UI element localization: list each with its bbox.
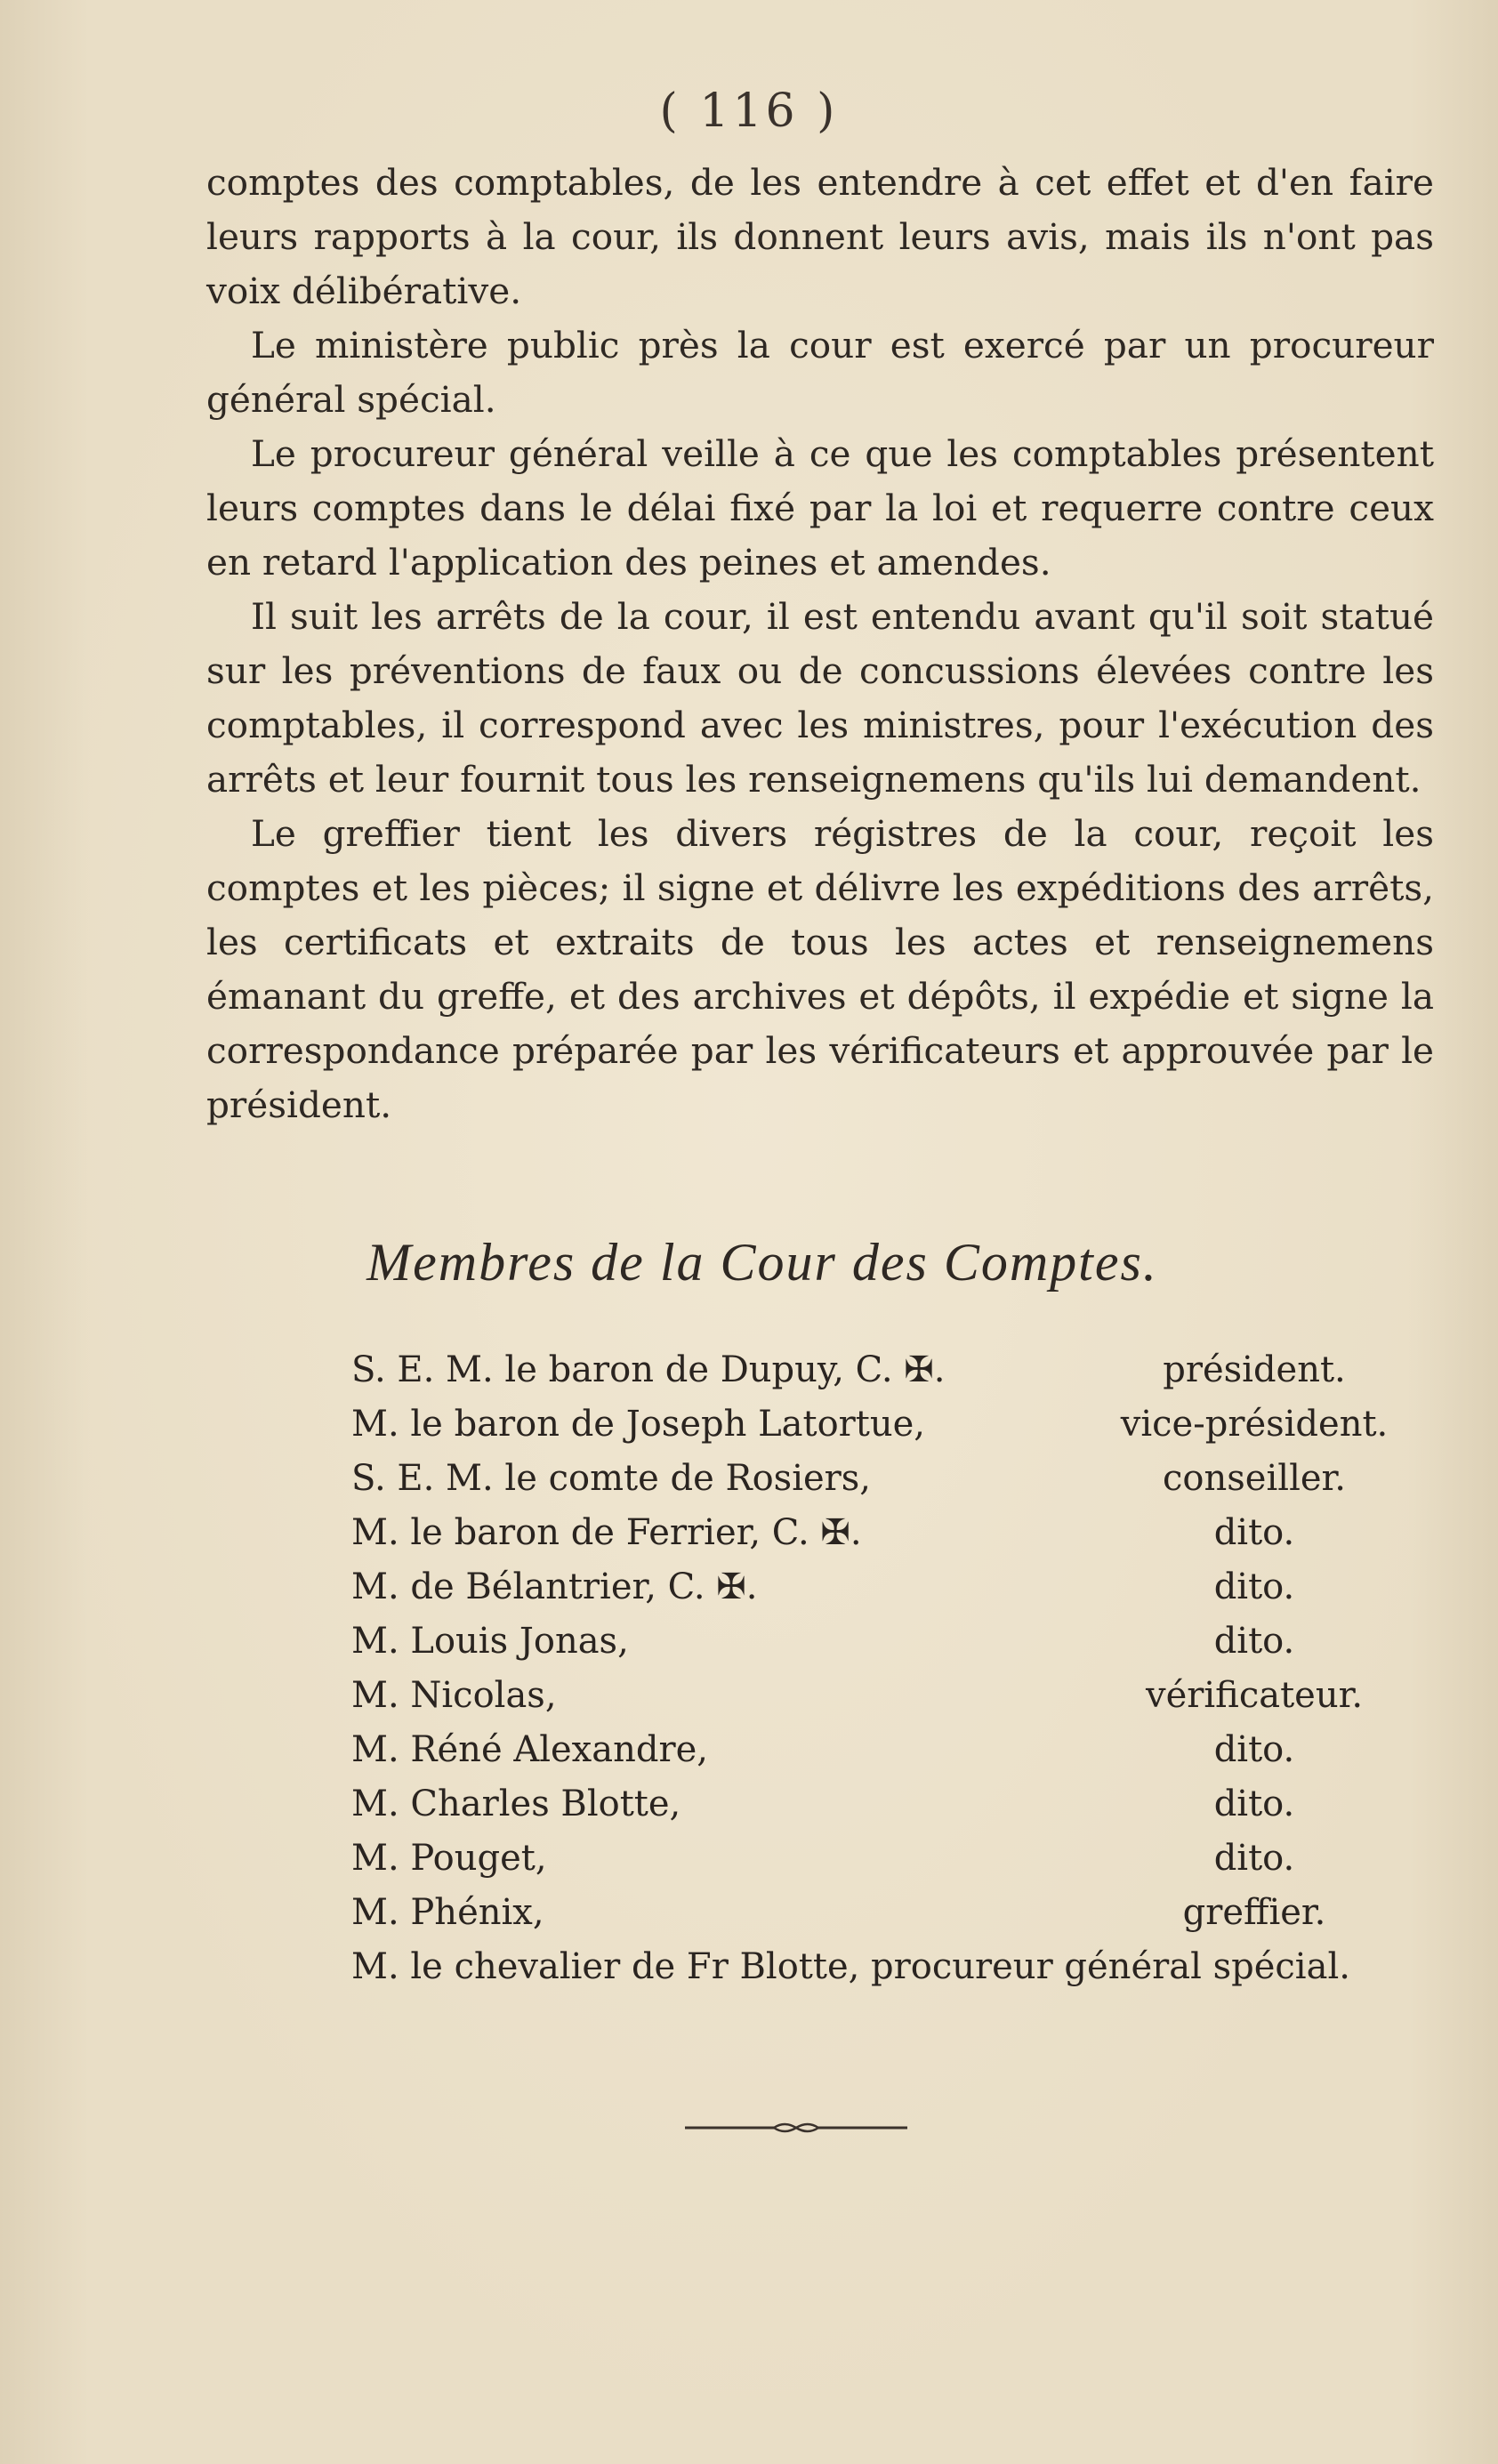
member-name: S. E. M. le comte de Rosiers,	[351, 1458, 872, 1499]
member-role: président.	[1163, 1349, 1346, 1390]
paragraph-1: comptes des comptables, de les entendre à cet effet et d'en faire leurs rapports à la cour, ils donnent leurs avis, mais ils n'ont pas voix délibérative.	[206, 161, 1434, 312]
member-name: M. Charles Blotte,	[351, 1784, 681, 1824]
member-row	[351, 1777, 1446, 1832]
member-role: conseiller.	[1163, 1458, 1346, 1499]
member-role: dito.	[1213, 1566, 1295, 1607]
member-role: dito.	[1213, 1512, 1295, 1553]
member-role: dito.	[1213, 1621, 1295, 1662]
member-row	[351, 1452, 1446, 1506]
member-name: M. le baron de Joseph Latortue,	[351, 1404, 925, 1445]
members-list	[351, 1343, 1446, 1994]
member-row	[351, 1506, 1446, 1560]
member-row	[351, 1560, 1446, 1614]
paragraph-5: Le greffier tient les divers régistres de la cour, reçoit les comptes et les pièces; il signe et délivre les expéditions des arrêts, les certificats et extraits de tous les actes et renseignemens émanant du greffe, et des archives et dépôts, il expédie et signe la correspondance préparée par les vérificateurs et approuvée par le président.	[206, 812, 1434, 1126]
member-name: M. le chevalier de Fr Blotte, procureur général spécial.	[351, 1946, 1350, 1987]
member-row-last	[351, 1940, 1446, 1994]
member-name: M. Nicolas,	[351, 1675, 557, 1716]
member-row	[351, 1832, 1446, 1886]
member-row	[351, 1669, 1446, 1723]
paragraph-4: Il suit les arrêts de la cour, il est entendu avant qu'il soit statué sur les préventions de faux ou de concussions élevées contre les comptables, il correspond avec les ministres, pour l'exécution des arrêts et leur fournit tous les renseignemens qu'ils lui demandent.	[206, 595, 1434, 801]
paragraph-2: Le ministère public près la cour est exercé par un procureur général spécial.	[206, 324, 1434, 421]
member-name: M. de Bélantrier, C. ✠.	[351, 1566, 758, 1607]
page-number: ( 116 )	[659, 85, 839, 138]
member-name: S. E. M. le baron de Dupuy, C. ✠.	[351, 1349, 946, 1390]
member-role: greffier.	[1182, 1892, 1326, 1933]
member-row	[351, 1397, 1446, 1452]
section-title: Membres de la Cour des Comptes.	[366, 1233, 1158, 1292]
member-role: dito.	[1213, 1784, 1295, 1824]
member-role: dito.	[1213, 1838, 1295, 1879]
member-name: M. Phénix,	[351, 1892, 544, 1933]
member-name: M. Réné Alexandre,	[351, 1729, 708, 1770]
member-role: vice-président.	[1120, 1404, 1389, 1445]
member-row	[351, 1343, 1446, 1397]
paragraph-3: Le procureur général veille à ce que les comptables présentent leurs comptes dans le délai fixé par la loi et requerre contre ceux en retard l'application des peines et amendes.	[206, 432, 1434, 584]
ornament-divider-icon	[685, 2119, 907, 2137]
member-row	[351, 1723, 1446, 1777]
member-role: dito.	[1213, 1729, 1295, 1770]
body-text	[206, 156, 1434, 1132]
member-name: M. le baron de Ferrier, C. ✠.	[351, 1512, 862, 1553]
member-name: M. Pouget,	[351, 1838, 547, 1879]
member-row	[351, 1886, 1446, 1940]
member-role: vérificateur.	[1145, 1675, 1364, 1716]
member-row	[351, 1614, 1446, 1669]
member-name: M. Louis Jonas,	[351, 1621, 629, 1662]
